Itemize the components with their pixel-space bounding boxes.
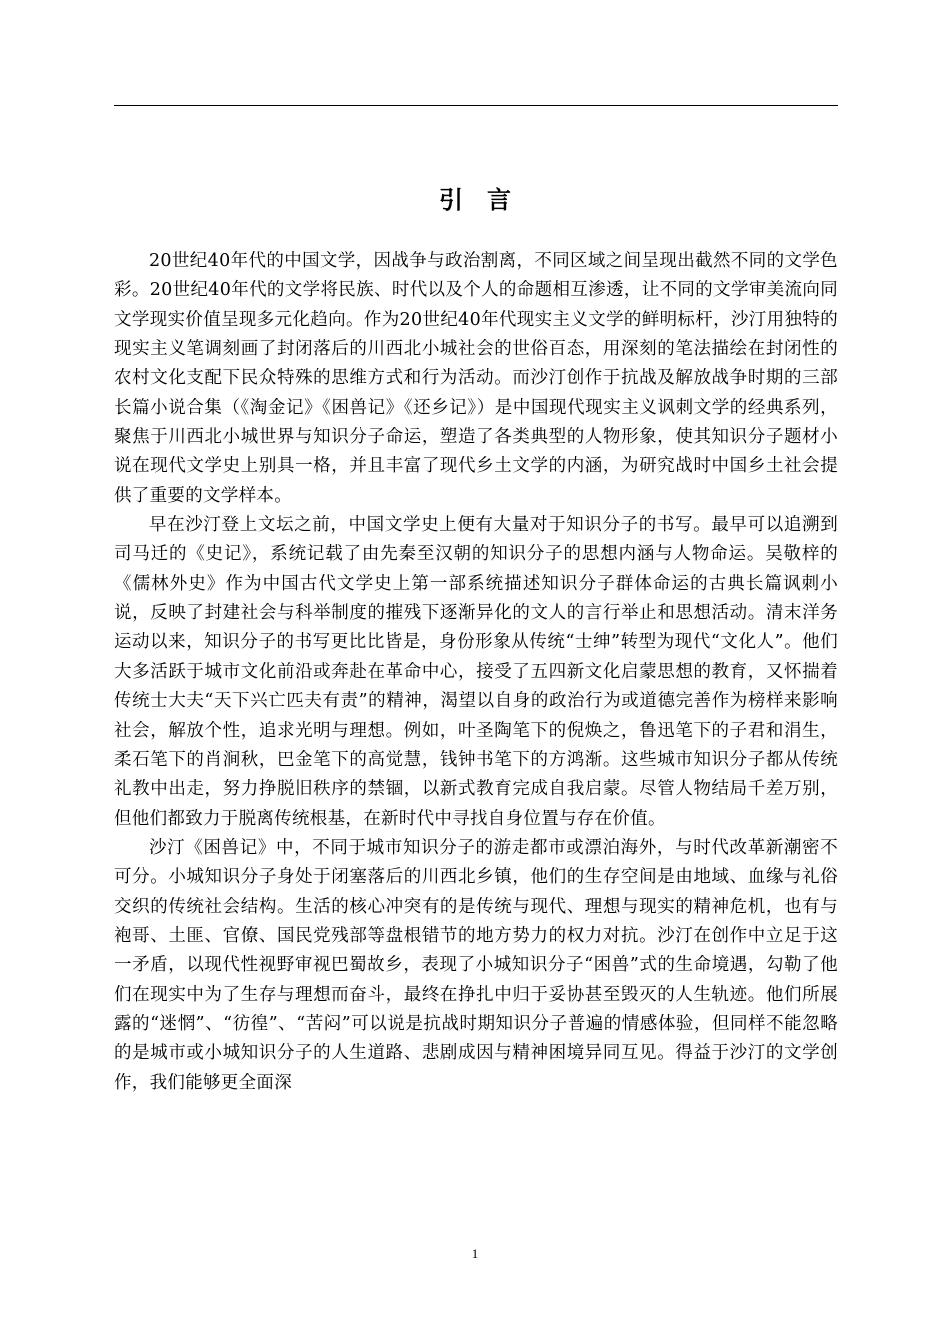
page-number: 1 (471, 1246, 479, 1261)
paragraph-3: 沙汀《困兽记》中，不同于城市知识分子的游走都市或漂泊海外，与时代改革新潮密不可分。小城知识分子身处于闭塞落后的川西北乡镇，他们的生存空间是由地域、血缘与礼俗交织的传统社会结构。生活的核心冲突有的是传统与现代、理想与现实的精神危机，也有与袍哥、土匪、官僚、国民党残部等盘根错节的地方势力的权力对抗。沙汀在创作中立足于这一矛盾，以现代性视野审视巴蜀故乡，表现了小城知识分子“困兽”式的生命境遇，勾勒了他们在现实中为了生存与理想而奋斗，最终在挣扎中归于妥协甚至毁灭的人生轨迹。他们所展露的“迷惘”、“彷徨”、“苦闷”可以说是抗战时期知识分子普遍的情感体验，但同样不能忽略的是城市或小城知识分子的人生道路、悲剧成因与精神困境异同互见。得益于沙汀的文学创作，我们能够更全面深 (114, 837, 838, 1093)
page-title: 引言 (439, 186, 535, 214)
paragraph-1: 20世纪40年代的中国文学，因战争与政治割离，不同区域之间呈现出截然不同的文学色彩。20世纪40年代的文学将民族、时代以及个人的命题相互渗透，让不同的文学审美流向同文学现实价值呈现多元化趋向。作为20世纪40年代现实主义文学的鲜明标杆，沙汀用独特的现实主义笔调刻画了封闭落后的川西北小城社会的世俗百态，用深刻的笔法描绘在封闭性的农村文化支配下民众特殊的思维方式和行为活动。而沙汀创作于抗战及解放战争时期的三部长篇小说合集（《淘金记》《困兽记》《还乡记》）是中国现代现实主义讽刺文学的经典系列，聚焦于川西北小城世界与知识分子命运，塑造了各类典型的人物形象，使其知识分子题材小说在现代文学史上别具一格，并且丰富了现代乡土文学的内涵，为研究战时中国乡土社会提供了重要的文学样本。 (114, 251, 838, 506)
body-text (114, 247, 838, 1098)
paragraph-2: 早在沙汀登上文坛之前，中国文学史上便有大量对于知识分子的书写。最早可以追溯到司马迁的《史记》，系统记载了由先秦至汉朝的知识分子的思想内涵与人物命运。吴敬梓的《儒林外史》作为中国古代文学史上第一部系统描述知识分子群体命运的古典长篇讽刺小说，反映了封建社会与科举制度的摧残下逐渐异化的文人的言行举止和思想活动。清末洋务运动以来，知识分子的书写更比比皆是，身份形象从传统“士绅”转型为现代“文化人”。他们大多活跃于城市文化前沿或奔赴在革命中心，接受了五四新文化启蒙思想的教育，又怀揣着传统士大夫“天下兴亡匹夫有责”的精神，渴望以自身的政治行为或道德完善作为榜样来影响社会，解放个性，追求光明与理想。例如，叶圣陶笔下的倪焕之，鲁迅笔下的子君和涓生，柔石笔下的肖涧秋，巴金笔下的高觉慧，钱钟书笔下的方鸿渐。这些城市知识分子都从传统礼教中出走，努力挣脱旧秩序的禁锢，以新式教育完成自我启蒙。尽管人物结局千差万别，但他们都致力于脱离传统根基，在新时代中寻找自身位置与存在价值。 (114, 515, 838, 829)
header-rule (114, 105, 838, 106)
